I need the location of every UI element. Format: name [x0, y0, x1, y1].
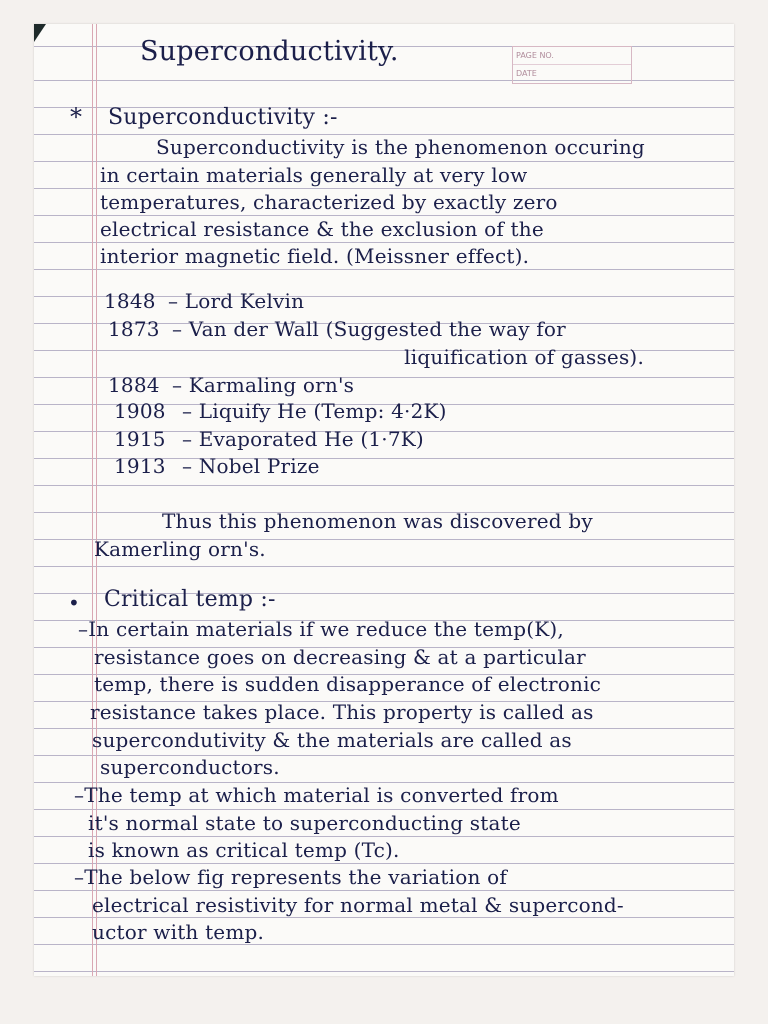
definition-line-1: Superconductivity is the phenomenon occuring — [156, 135, 645, 159]
critical-temp-line: uctor with temp. — [92, 920, 265, 944]
critical-temp-line: resistance takes place. This property is called as — [90, 700, 594, 724]
definition-line-2: in certain materials generally at very low — [100, 163, 528, 187]
page-number-label: PAGE NO. — [513, 47, 631, 65]
timeline-year: 1908 — [114, 399, 166, 423]
definition-line-3: temperatures, characterized by exactly zero — [100, 190, 558, 214]
critical-temp-line: is known as critical temp (Tc). — [88, 838, 400, 862]
bullet-marker: • — [68, 591, 80, 615]
timeline-text: – Karmaling orn's — [172, 373, 355, 397]
timeline-text-continued: liquification of gasses). — [404, 345, 644, 369]
notebook-page — [34, 24, 734, 976]
conclusion-line-2: Kamerling orn's. — [94, 537, 266, 561]
timeline-year: 1884 — [108, 373, 160, 397]
conclusion-line-1: Thus this phenomenon was discovered by — [162, 509, 593, 533]
critical-temp-line: superconductors. — [100, 755, 280, 779]
critical-temp-line: –The temp at which material is converted from — [74, 783, 559, 807]
timeline-text: – Nobel Prize — [182, 454, 320, 478]
critical-temp-line: resistance goes on decreasing & at a particular — [94, 645, 586, 669]
timeline-text: – Liquify He (Temp: 4·2K) — [182, 399, 447, 423]
timeline-year: 1913 — [114, 454, 166, 478]
asterisk-marker: * — [70, 103, 83, 131]
section-heading-superconductivity: Superconductivity :- — [108, 105, 338, 130]
critical-temp-line: it's normal state to superconducting state — [88, 811, 521, 835]
definition-line-5: interior magnetic field. (Meissner effect). — [100, 244, 530, 268]
section-heading-critical-temp: Critical temp :- — [104, 587, 276, 612]
timeline-text: – Evaporated He (1·7K) — [182, 427, 424, 451]
definition-line-4: electrical resistance & the exclusion of the — [100, 217, 544, 241]
date-label: DATE — [516, 69, 537, 78]
critical-temp-line: supercondutivity & the materials are called as — [92, 728, 572, 752]
page-corner — [34, 24, 46, 42]
timeline-year: 1873 — [108, 317, 160, 341]
timeline-year: 1915 — [114, 427, 166, 451]
critical-temp-line: temp, there is sudden disapperance of electronic — [94, 672, 602, 696]
critical-temp-line: electrical resistivity for normal metal & supercond- — [92, 893, 624, 917]
page-title: Superconductivity. — [140, 36, 399, 67]
page-date-stamp — [512, 46, 632, 84]
critical-temp-line: –The below fig represents the variation of — [74, 865, 507, 889]
critical-temp-line: –In certain materials if we reduce the temp(K), — [78, 617, 564, 641]
timeline-year: 1848 — [104, 289, 156, 313]
timeline-text: – Lord Kelvin — [168, 289, 305, 313]
timeline-text: – Van der Wall (Suggested the way for — [172, 317, 566, 341]
